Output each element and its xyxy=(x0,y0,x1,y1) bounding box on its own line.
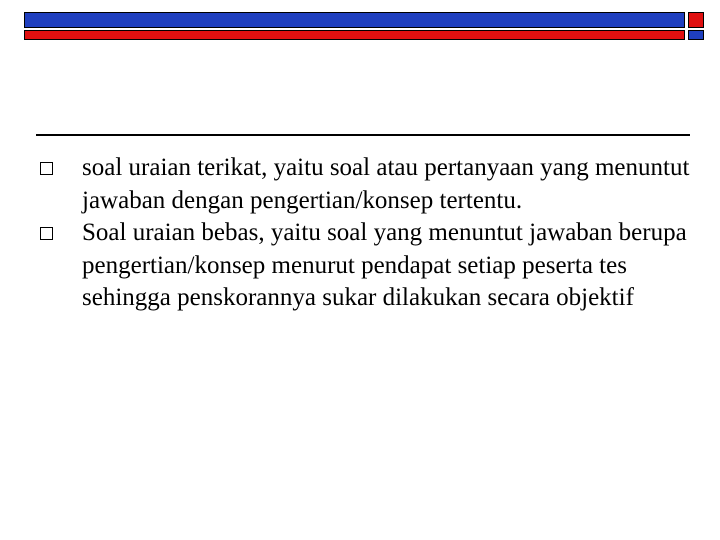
bullet-item-bebas xyxy=(40,217,700,315)
header-square-red xyxy=(688,12,704,28)
title-divider-line xyxy=(36,134,690,136)
header-square-blue xyxy=(688,30,704,40)
header-bar-red xyxy=(24,30,685,40)
header-bar-blue xyxy=(24,12,685,28)
hollow-square-bullet-icon xyxy=(40,227,53,240)
bullet-item-terikat xyxy=(40,152,700,217)
bullet-text: soal uraian terikat, yaitu soal atau pertanyaan yang menuntut jawaban dengan pengertian/konsep tertentu. xyxy=(82,154,690,214)
bullet-text: Soal uraian bebas, yaitu soal yang menuntut jawaban berupa pengertian/konsep menurut pendapat setiap peserta tes sehingga penskorannya sukar dilakukan secara objektif xyxy=(82,219,687,311)
bullet-list xyxy=(40,152,700,315)
hollow-square-bullet-icon xyxy=(40,162,53,175)
